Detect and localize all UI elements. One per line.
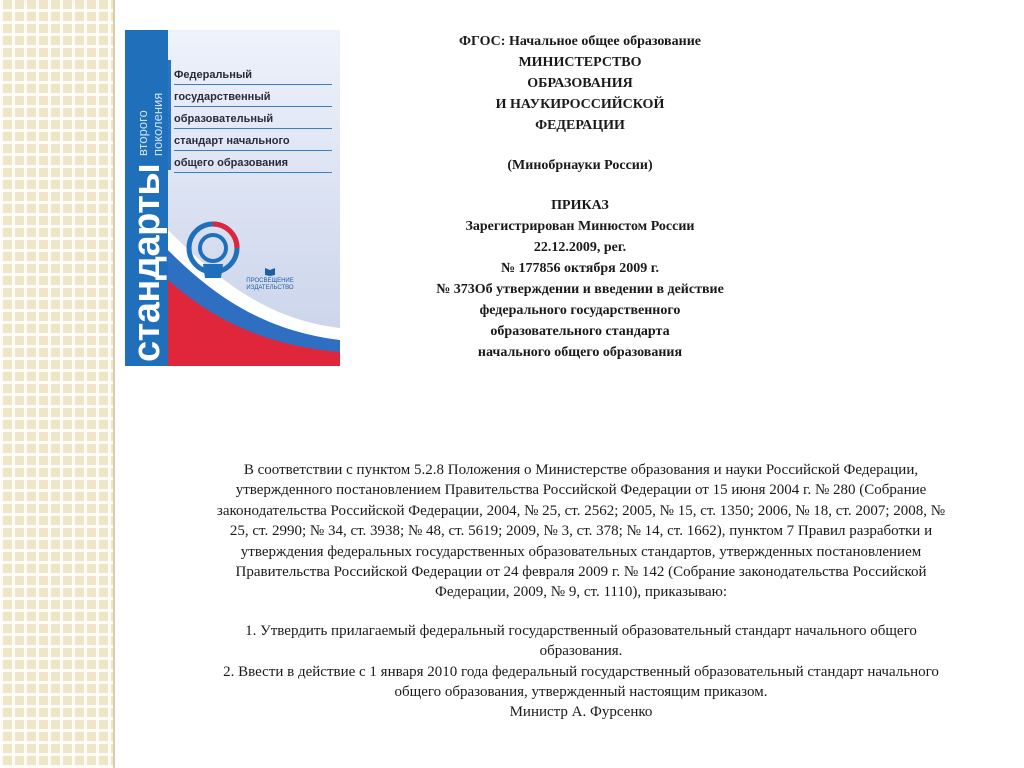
cover-series-line-1: второго: [135, 110, 150, 156]
header-line-14: начального общего образования: [477, 345, 683, 360]
header-line-6: (Минобрнауки России): [507, 158, 653, 173]
fgos-emblem-icon: [185, 220, 241, 280]
header-line-3: ОБРАЗОВАНИЯ: [527, 76, 633, 91]
header-line-11: № 373Об утверждении и введении в действие: [436, 282, 724, 297]
cover-title-accent-bar: [168, 60, 171, 170]
cover-spine-title: стандарты: [126, 163, 168, 362]
order-body: [158, 460, 1004, 723]
header-line-4: И НАУКИРОССИЙСКОЙ: [495, 97, 665, 112]
cover-series-line-2: поколения: [150, 92, 165, 156]
order-item-1-line: 1. Утвердить прилагаемый федеральный государственный образовательный стандарт начального общего: [245, 622, 917, 639]
side-strip-edge: [113, 0, 115, 768]
cover-title-line-5: общего образования: [174, 154, 332, 173]
header-line-13: образовательного стандарта: [490, 324, 670, 339]
decorative-side-strip: [0, 0, 113, 768]
body-paragraph-line: утвержденного постановлением Правительства Российской Федерации от 15 июня 2004 г. № 280 (Собрание: [235, 482, 927, 499]
header-line-9: 22.12.2009, рег.: [533, 240, 627, 255]
cover-publisher: [240, 278, 300, 292]
header-line-5: ФЕДЕРАЦИИ: [535, 118, 625, 133]
cover-publisher-name: ПРОСВЕЩЕНИЕ: [246, 278, 294, 284]
body-paragraph-line: законодательства Российской Федерации, 2004, № 25, ст. 2562; 2005, № 15, ст. 1350; 2006, № 18, ст. 2007; 2008, №: [216, 502, 946, 519]
cover-title-line-3: образовательный: [174, 110, 332, 129]
header-line-12: федерального государственного: [479, 303, 681, 318]
header-line-8: Зарегистрирован Минюстом России: [465, 219, 695, 234]
header-line-7: ПРИКАЗ: [551, 198, 609, 213]
body-paragraph-line: утверждения федеральных государственных образовательных стандартов, утвержденных постановлением: [240, 543, 922, 560]
cover-publisher-sub: ИЗДАТЕЛЬСТВО: [246, 285, 294, 291]
cover-title-line-1: Федеральный: [174, 66, 332, 85]
cover-title-line-2: государственный: [174, 88, 332, 107]
publisher-book-icon: [264, 266, 276, 276]
signature: Министр А. Фурсенко: [509, 704, 653, 721]
header-line-1: ФГОС: Начальное общее образование: [459, 34, 701, 49]
cover-title-line-4: стандарт начального: [174, 132, 332, 151]
body-paragraph-line: Правительства Российской Федерации от 24 февраля 2009 г. № 142 (Собрание законодательства Российской: [235, 564, 927, 581]
order-header: [370, 31, 790, 363]
order-item-2-line: общего образования, утвержденный настоящим приказом.: [394, 684, 768, 701]
body-paragraph-line: Федерации, 2009, № 9, ст. 1110), приказываю:: [434, 584, 728, 601]
body-paragraph-line: В соответствии с пунктом 5.2.8 Положения о Министерстве образования и науки Российской Федерации,: [243, 462, 919, 478]
order-item-2-line: 2. Ввести в действие с 1 января 2010 года федеральный государственный образовательный стандарт начального: [223, 663, 939, 680]
body-paragraph-line: 25, ст. 2990; № 34, ст. 3938; № 48, ст. 5619; 2009, № 3, ст. 378; № 14, ст. 1662), пунктом 7 Правил разработки и: [229, 523, 933, 540]
book-cover-image: [125, 30, 340, 366]
order-item-1-line: образования.: [539, 643, 623, 660]
header-line-10: № 177856 октября 2009 г.: [500, 261, 660, 276]
header-line-2: МИНИСТЕРСТВО: [518, 55, 642, 70]
